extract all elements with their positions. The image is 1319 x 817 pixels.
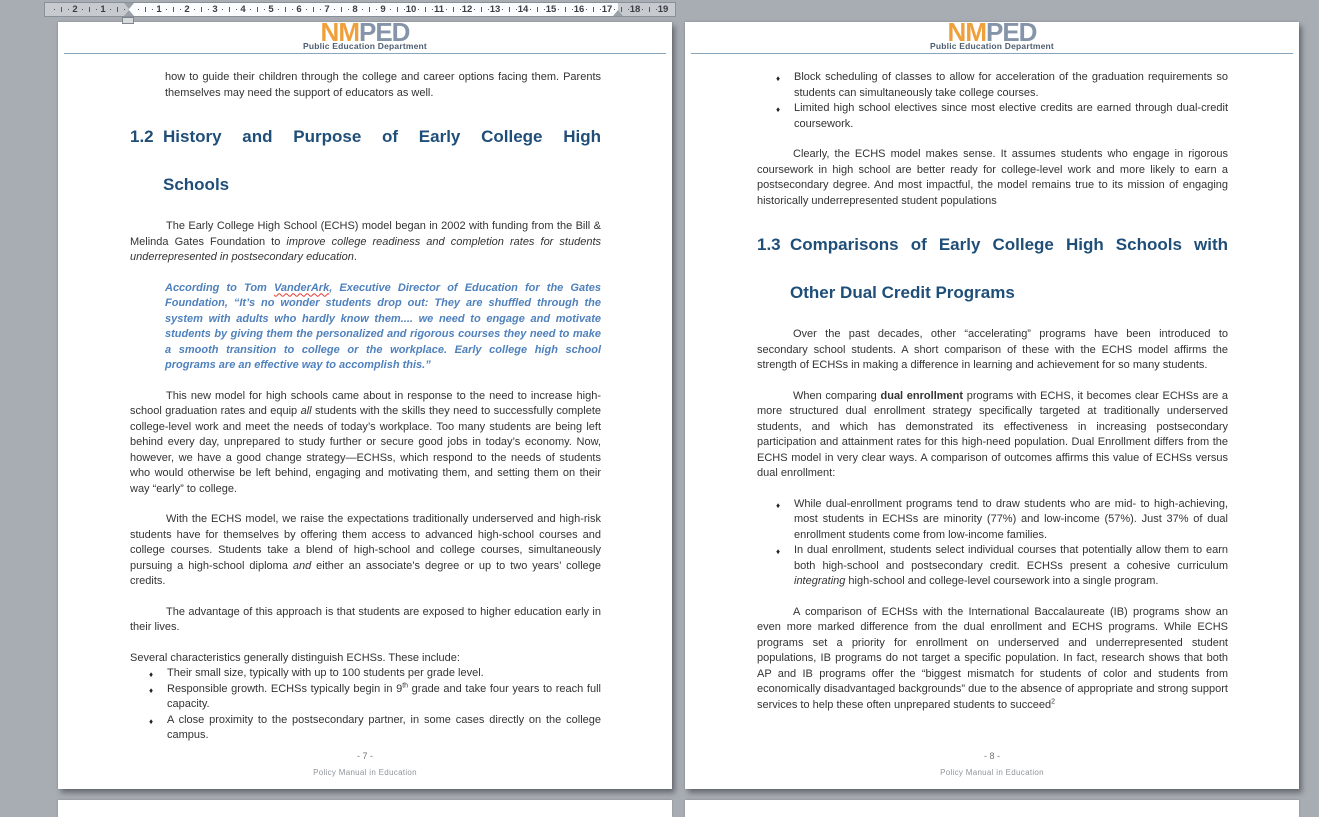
heading-text: History and Purpose of Early College High <box>163 127 601 146</box>
text-segment: According to Tom <box>165 281 274 294</box>
ruler-tick <box>565 7 566 12</box>
ruler-tick <box>509 7 510 12</box>
bullet-list <box>130 666 601 744</box>
ruler-tick <box>145 7 146 12</box>
ruler-tick <box>558 9 559 10</box>
bullet-list <box>757 497 1228 590</box>
paragraph <box>165 70 601 101</box>
ruler-tick <box>89 7 90 12</box>
ruler-number: 11 <box>433 4 445 15</box>
page-number: - 7 - <box>356 751 373 761</box>
bullet-item <box>757 543 1228 590</box>
text-segment: and <box>292 559 312 572</box>
diamond-bullet-icon: ♦ <box>776 547 781 556</box>
bullet-list <box>757 70 1228 132</box>
diamond-bullet-icon: ♦ <box>149 670 154 679</box>
ruler-tick <box>264 9 265 10</box>
ruler-tick <box>502 9 503 10</box>
quote-paragraph <box>165 281 601 374</box>
ruler-number: 1 <box>100 4 106 15</box>
text-segment: . <box>353 251 357 263</box>
ruler-tick <box>649 7 650 12</box>
ruler-number: 12 <box>461 4 473 15</box>
ruler-tick <box>180 9 181 10</box>
page-header <box>64 22 666 54</box>
bullet-item <box>130 682 601 713</box>
hanging-indent-marker[interactable] <box>124 10 134 16</box>
page-footer <box>58 751 672 777</box>
ruler-number: 8 <box>352 4 358 15</box>
text-segment: Clearly, the ECHS model makes sense. It assumes students who engage in rigorous coursework in high school are better ready for college-level work and more likely to earn a postsecondary degree. And most impactful, the model remains true to its mission of engaging historically underrepresented student populations <box>757 148 1228 207</box>
footer-doc-label: Policy Manual in Education <box>313 768 417 777</box>
page-header <box>691 22 1293 54</box>
ruler-tick <box>432 9 433 10</box>
text-segment: how to guide their children through the college and career options facing them. Parents themselves may need the support of educators as well. <box>165 71 601 99</box>
ruler-number: 2 <box>72 4 78 15</box>
ruler-tick <box>96 9 97 10</box>
ruler-tick <box>446 9 447 10</box>
text-segment: improve college readiness and completion rates for students underrepresented in postsecondary education <box>130 235 602 263</box>
text-segment: programs with ECHS, it becomes clear ECHSs are a more structured dual enrollment strategy specifically targeted at traditionally underserved students, and which has demonstrated its effectiveness in increasing postsecondary participation and attainment rates for this high-need population. Dual Enrollment differs from the ECHS model in very clear ways. A comparison of outcomes affirms this value of ECHSs versus dual enrollment: <box>757 389 1228 479</box>
text-segment: In dual enrollment, students select individual courses that potentially allow them to earn both high-school and postsecondary credit. ECHSs present a cohesive curriculum <box>794 544 1228 572</box>
logo-ped-text: PED <box>358 22 410 47</box>
text-segment: Responsible growth. ECHSs typically begin in 9 <box>167 682 403 695</box>
text-segment: A close proximity to the postsecondary partner, in some cases directly on the college campus. <box>167 713 601 741</box>
section-number: 1.3 <box>757 235 781 254</box>
ruler-number: 18 <box>629 4 641 15</box>
text-segment: , Executive Director of Education for the Gates Foundation, “It’s no wonder students drop out: They are shuffled through the system with adults who hardly know them.... we need to engage and motivate students by giving them the personalized and rigorous courses they need to make a smooth transition to college or the workplace. Early college high school programs are an effective way to accomplish this.” <box>165 281 602 371</box>
ruler-tick <box>397 7 398 12</box>
text-segment: th <box>402 681 409 689</box>
text-segment: While dual-enrollment programs tend to draw students who are mid- to high-achieving, most students in ECHSs are minority (77%) and low-income (57%). Just 37% of dual enrollment students come from low-income families. <box>794 497 1228 541</box>
footer-doc-label: Policy Manual in Education <box>940 768 1044 777</box>
ruler-tick <box>418 9 419 10</box>
ruler-tick <box>54 9 55 10</box>
ruler-tick <box>334 9 335 10</box>
ruler-number: 5 <box>268 4 274 15</box>
paragraph <box>757 389 1228 482</box>
paragraph <box>757 605 1228 714</box>
text-segment: grade and take four years to reach full capacity. <box>167 682 601 710</box>
text-segment: Several characteristics generally distinguish ECHSs. These include: <box>130 651 460 664</box>
page-number: - 8 - <box>983 751 1000 761</box>
paragraph <box>130 605 601 636</box>
text-segment: When comparing <box>793 389 881 402</box>
ruler-number: 10 <box>405 4 417 15</box>
logo-nm-text: NM <box>320 22 359 47</box>
text-segment: integrating <box>794 575 846 587</box>
ruler-number: 3 <box>212 4 218 15</box>
ruler-number: 2 <box>184 4 190 15</box>
text-segment: The advantage of this approach is that students are exposed to higher education early in their lives. <box>130 605 601 633</box>
first-line-indent-marker[interactable] <box>124 3 134 9</box>
ruler-tick <box>201 7 202 12</box>
diamond-bullet-icon: ♦ <box>776 105 781 114</box>
paragraph <box>130 512 601 590</box>
ruler-ticks <box>45 3 675 16</box>
ruler-tick <box>586 9 587 10</box>
ruler-tick <box>208 9 209 10</box>
diamond-bullet-icon: ♦ <box>776 74 781 83</box>
section-heading <box>757 233 1228 305</box>
ruler-number: 16 <box>573 4 585 15</box>
text-segment: dual enrollment <box>880 389 964 402</box>
ruler-tick <box>61 7 62 12</box>
paragraph <box>130 389 601 498</box>
text-segment: 2 <box>1051 697 1056 705</box>
diamond-bullet-icon: ♦ <box>149 685 154 695</box>
ruler-tick <box>292 9 293 10</box>
ruler-tick <box>250 9 251 10</box>
ruler-number: 19 <box>657 4 669 15</box>
bullet-item <box>757 70 1228 101</box>
ruler-tick <box>313 7 314 12</box>
diamond-bullet-icon: ♦ <box>149 716 154 726</box>
ruler-tick <box>194 9 195 10</box>
logo-subtitle: Public Education Department <box>303 41 427 51</box>
ruler-tick <box>474 9 475 10</box>
text-segment: high-school and college-level coursework into a single program. <box>845 575 1159 587</box>
heading-line <box>163 173 601 197</box>
logo-ped-text: PED <box>985 22 1037 47</box>
ruler-tick <box>68 9 69 10</box>
ruler-tick <box>390 9 391 10</box>
ruler-tick <box>306 9 307 10</box>
ruler-tick <box>348 9 349 10</box>
ruler-tick <box>222 9 223 10</box>
ruler-tick <box>117 7 118 12</box>
text-segment: Limited high school electives since most elective credits are earned through dual-credit coursework. <box>794 102 1228 130</box>
text-segment: Block scheduling of classes to allow for acceleration of the graduation requirements so students can simultaneously take college courses. <box>794 71 1228 99</box>
left-indent-marker[interactable] <box>122 17 134 24</box>
page-body <box>58 70 672 744</box>
bullet-item <box>757 497 1228 544</box>
heading-text: Schools <box>163 175 230 194</box>
ruler-tick <box>138 9 139 10</box>
ruler-number: 14 <box>517 4 529 15</box>
ruler-number: 6 <box>296 4 302 15</box>
text-segment: either an associate’s degree or up to two years’ college credits. <box>130 559 601 587</box>
ruler-tick <box>278 9 279 10</box>
diamond-bullet-icon: ♦ <box>776 500 781 510</box>
page-body <box>685 70 1299 713</box>
text-segment: This new model for high schools came about in response to the need to increase high-school graduation rates and equip <box>130 389 601 417</box>
ruler-number: 9 <box>380 4 386 15</box>
text-segment: With the ECHS model, we raise the expectations traditionally underserved and high-risk students have for themselves by offering them access to advanced high-school courses and college courses. Students take a blend of high-school and college courses, simultaneously pursuing a high-school diploma <box>130 513 601 572</box>
nmped-logo <box>64 22 666 51</box>
text-segment: A comparison of ECHSs with the International Baccalaureate (IB) programs show an even more marked difference from the dual enrollment and ECHS programs. While ECHS programs set a priority for enrollment on underserved and underrepresented student populations, IB programs do not target a specific population. In fact, research shows that both AP and IB programs offer the “biggest mismatch for students of color and students from economically disadvantaged backgrounds” due to the absence of appropriate and strong support services to help these often unprepared students to succeed <box>757 605 1228 711</box>
ruler-tick <box>110 9 111 10</box>
ruler-tick <box>320 9 321 10</box>
section-heading <box>130 125 601 197</box>
document-page-7[interactable] <box>58 22 672 789</box>
text-segment: all <box>300 405 312 417</box>
heading-line <box>790 281 1228 305</box>
bullet-item <box>130 713 601 744</box>
ruler-tick <box>376 9 377 10</box>
heading-line <box>757 233 1228 281</box>
next-page-left-partial[interactable] <box>58 800 672 817</box>
ruler-number: 13 <box>489 4 501 15</box>
paragraph <box>757 147 1228 209</box>
ruler-tick <box>173 7 174 12</box>
document-page-8[interactable] <box>685 22 1299 789</box>
bullet-item <box>130 666 601 682</box>
text-segment: VanderArk <box>273 281 330 294</box>
logo-nm-text: NM <box>947 22 986 47</box>
heading-line <box>130 125 601 173</box>
ruler-tick <box>257 7 258 12</box>
ruler-number: 1 <box>156 4 162 15</box>
text-segment: students with the skills they need to successfully complete college-level work and meet the needs of today’s workplace. Too many students are being left behind every day, unprepared to study further or secure good jobs in today’s economy. Now, however, we have a good change strategy—ECHSs, which respond to the needs of students who would otherwise be left behind, engaging and motivating them, and setting them on their way “early” to college. <box>130 405 601 495</box>
paragraph <box>130 651 601 667</box>
ruler-tick <box>229 7 230 12</box>
section-number: 1.2 <box>130 127 154 146</box>
bullet-item <box>757 101 1228 132</box>
ruler[interactable] <box>44 2 676 17</box>
ruler-number: 4 <box>240 4 246 15</box>
heading-text: Other Dual Credit Programs <box>790 283 1015 302</box>
ruler-tick <box>82 9 83 10</box>
ruler-tick <box>537 7 538 12</box>
right-indent-marker[interactable] <box>613 10 623 16</box>
ruler-tick <box>369 7 370 12</box>
ruler-number: 17 <box>601 4 613 15</box>
ruler-number: 15 <box>545 4 557 15</box>
paragraph <box>757 327 1228 374</box>
ruler-tick <box>425 7 426 12</box>
ruler-tick <box>166 9 167 10</box>
ruler-tick <box>236 9 237 10</box>
ruler-tick <box>285 7 286 12</box>
ruler-tick <box>362 9 363 10</box>
ruler-tick <box>341 7 342 12</box>
ruler-tick <box>453 7 454 12</box>
next-page-right-partial[interactable] <box>685 800 1299 817</box>
text-segment: Over the past decades, other “accelerating” programs have been introduced to secondary school students. A short comparison of these with the ECHS model affirms the strength of ECHSs in making a difference in learning and achievement for so many students. <box>757 328 1228 371</box>
text-segment: Their small size, typically with up to 100 students per grade level. <box>167 667 484 679</box>
text-segment: The Early College High School (ECHS) model began in 2002 with funding from the Bill & Melinda Gates Foundation to <box>130 220 601 248</box>
page-footer <box>685 751 1299 777</box>
ruler-tick <box>530 9 531 10</box>
ruler-tick <box>593 7 594 12</box>
ruler-tick <box>152 9 153 10</box>
heading-text: Comparisons of Early College High Schools with <box>790 235 1228 254</box>
ruler-number: 7 <box>324 4 330 15</box>
ruler-tick <box>642 9 643 10</box>
logo-subtitle: Public Education Department <box>930 41 1054 51</box>
nmped-logo <box>691 22 1293 51</box>
ruler-tick <box>481 7 482 12</box>
paragraph <box>130 219 601 266</box>
